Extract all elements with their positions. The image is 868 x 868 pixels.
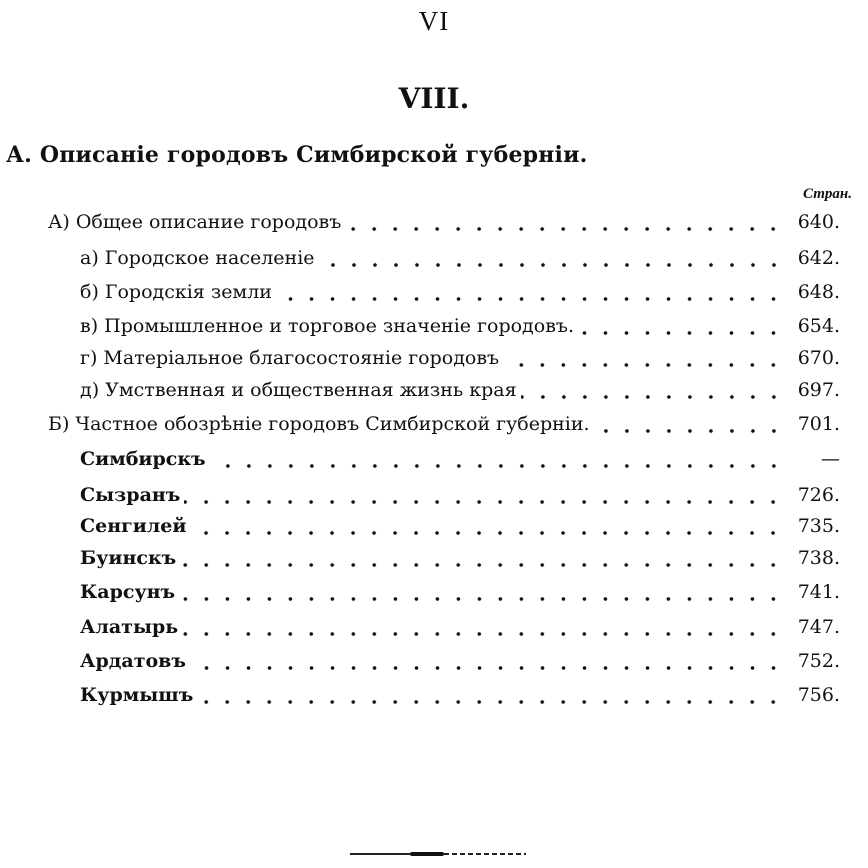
toc-entry	[48, 204, 840, 240]
rule-segment	[350, 853, 410, 855]
dot-leader	[276, 295, 784, 303]
toc-entry-label: Алатырь	[80, 616, 179, 638]
dot-leader	[503, 361, 784, 369]
dot-leader	[190, 664, 784, 672]
toc-entry-label: Буинскъ	[80, 547, 177, 569]
toc-entry-page: 735.	[797, 515, 840, 537]
toc-entry	[80, 677, 840, 713]
dot-leader	[190, 529, 784, 537]
dot-leader	[594, 427, 784, 435]
toc-entry-label: А) Общее описание городовъ	[48, 211, 342, 233]
toc-entry	[80, 372, 840, 408]
toc-entry-label: Ардатовъ	[80, 650, 186, 672]
toc-entry-label: Б) Частное обозрѣнiе городовъ Симбирской губернiи.	[48, 413, 590, 435]
toc-entry-label: г) Матерiальное благосостоянiе городовъ	[80, 347, 500, 369]
toc-entry-label: б) Городскiя земли	[80, 281, 272, 303]
dot-leader	[345, 225, 784, 233]
toc-entry	[48, 406, 840, 442]
toc-entry-label: Симбирскъ	[80, 448, 206, 470]
toc-entry-page: 648.	[797, 281, 840, 303]
toc-entry-page: 670.	[797, 347, 840, 369]
toc-entry-page: 640.	[797, 211, 840, 233]
toc-entry	[80, 340, 840, 376]
toc-entry-page: 756.	[797, 684, 840, 706]
toc-entry-page: 747.	[797, 616, 840, 638]
toc-entry-label: а) Городское населенiе	[80, 247, 315, 269]
dot-leader	[319, 261, 784, 269]
toc-entry	[80, 441, 840, 477]
toc-entry	[80, 274, 840, 310]
toc-entry-page: 642.	[797, 247, 840, 269]
rule-ornament	[410, 852, 444, 856]
dot-leader	[179, 595, 784, 603]
toc-entry-label: Курмышъ	[80, 684, 194, 706]
dot-leader	[210, 462, 784, 470]
section-title: А. Описанiе городовъ Симбирской губернiи.	[6, 142, 588, 168]
dot-leader	[184, 498, 784, 506]
section-number: VIII.	[398, 82, 470, 115]
dot-leader	[197, 698, 784, 706]
toc-entry-page: 654.	[797, 315, 840, 337]
decorative-rule	[350, 852, 526, 855]
toc-entry	[80, 540, 840, 576]
toc-entry-page: —	[821, 448, 840, 470]
page-column-label: Стран.	[803, 186, 852, 202]
toc-entry-label: Карсунъ	[80, 581, 176, 603]
dot-leader	[578, 329, 784, 337]
rule-segment	[444, 853, 526, 855]
dot-leader	[182, 630, 784, 638]
toc-entry-page: 726.	[797, 484, 840, 506]
toc-entry-page: 741.	[797, 581, 840, 603]
toc-entry-page: 701.	[797, 413, 840, 435]
toc-entry-page: 697.	[797, 379, 840, 401]
toc-entry-page: 752.	[797, 650, 840, 672]
toc-entry	[80, 240, 840, 276]
toc-entry-label: д) Умственная и общественная жизнь края	[80, 379, 517, 401]
dot-leader	[180, 561, 784, 569]
toc-entry-label: Сызранъ	[80, 484, 181, 506]
page-number: VI	[418, 6, 450, 36]
toc-entry	[80, 609, 840, 645]
toc-entry-page: 738.	[797, 547, 840, 569]
toc-entry	[80, 574, 840, 610]
toc-entry	[80, 643, 840, 679]
toc-entry-label: в) Промышленное и торговое значенiе городовъ.	[80, 315, 575, 337]
toc-entry-label: Сенгилей	[80, 515, 187, 537]
dot-leader	[521, 393, 784, 401]
toc-entry	[80, 508, 840, 544]
toc-entry	[80, 308, 840, 344]
